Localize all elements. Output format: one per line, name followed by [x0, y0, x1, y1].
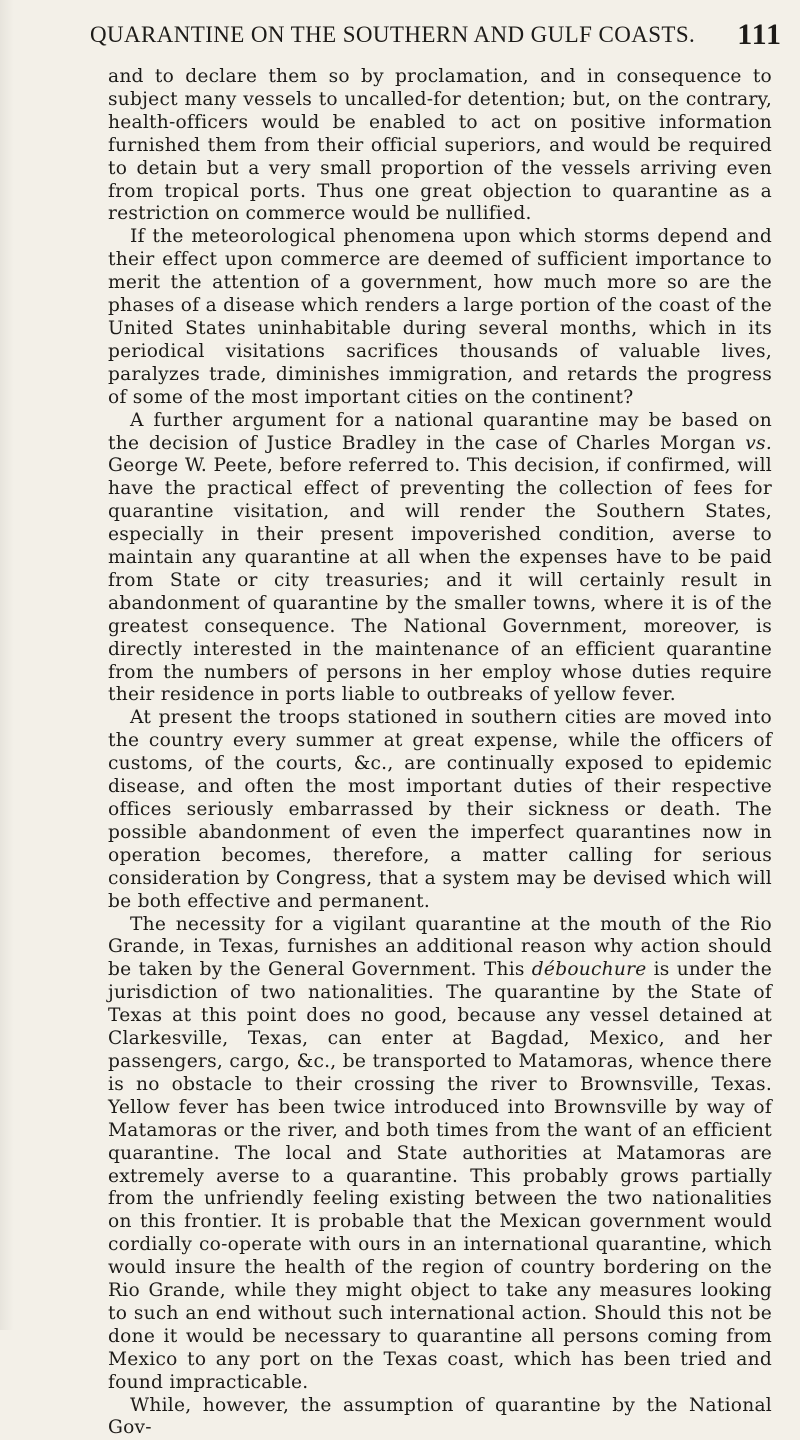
page-number: 111	[737, 18, 782, 51]
running-head: QUARANTINE ON THE SOUTHERN AND GULF COASTS.	[90, 22, 696, 47]
page-edge-shadow	[0, 0, 14, 1330]
page-header	[90, 18, 782, 62]
body-text	[108, 66, 772, 1440]
paragraph-rio-grande: The necessity for a vigilant quarantine at the mouth of the Rio Grande, in Texas, furnishes an additional reason why action should be taken by the General Government. This débouchure is under the jurisdiction of two nationalities. The quarantine by the State of Texas at this point does no good, because any vessel detained at Clarkesville, Texas, can enter at Bagdad, Mexico, and her passengers, cargo, &c., be transported to Matamoras, whence there is no obstacle to their crossing the river to Brownsville, Texas. Yellow fever has been twice introduced into Brownsville by way of Matamoras or the river, and both times from the want of an efficient quarantine. The local and State authorities at Matamoras are extremely averse to a quarantine. This probably grows partially from the unfriendly feeling existing between the two nationalities on this frontier. It is probable that the Mexican government would cordially co-operate with ours in an international quarantine, which would insure the health of the region of country bordering on the Rio Grande, while they might object to take any measures looking to such an end without such international action. Should this not be done it would be necessary to quarantine all persons coming from Mexico to any port on the Texas coast, which has been tried and found impracticable.	[108, 913, 772, 1393]
italic-term: vs.	[745, 432, 772, 454]
paragraph-bradley-decision: A further argument for a national quarantine may be based on the decision of Justice Bradley in the case of Charles Morgan vs. George W. Peete, before referred to. This decision, if confirmed, will have the practical effect of preventing the collection of fees for quarantine visitation, and will render the Southern States, especially in their present impoverished condition, averse to maintain any quarantine at all when the expenses have to be paid from State or city treasuries; and it will certainly result in abandonment of quarantine by the smaller towns, where it is of the greatest consequence. The National Government, moreover, is directly interested in the maintenance of an efficient quarantine from the numbers of persons in her employ whose duties require their residence in ports liable to outbreaks of yellow fever.	[108, 409, 772, 706]
paragraph-meteorological: If the meteorological phenomena upon which storms depend and their effect upon commerce are deemed of sufficient importance to merit the attention of a government, how much more so are the phases of a disease which renders a large portion of the coast of the United States uninhabitable during several months, which in its periodical visitations sacrifices thousands of valuable lives, paralyzes trade, diminishes immigration, and retards the progress of some of the most important cities on the continent?	[108, 226, 772, 408]
paragraph-continued: and to declare them so by proclamation, and in consequence to subject many vessels to uncalled-for detention; but, on the contrary, health-officers would be enabled to act on positive information furnished them from their official superiors, and would be required to detain but a very small proportion of the vessels arriving even from tropical ports. Thus one great objection to quarantine as a restriction on commerce would be nullified.	[108, 66, 772, 225]
italic-term: débouchure	[531, 959, 647, 981]
paragraph-national-government: While, however, the assumption of quarantine by the National Gov-	[108, 1394, 772, 1439]
paragraph-troops: At present the troops stationed in southern cities are moved into the country every summer at great expense, while the officers of customs, of the courts, &c., are continually exposed to epidemic disease, and often the most important duties of their respective offices seriously embarrassed by their sickness or death. The possible abandonment of even the imperfect quarantines now in operation becomes, therefore, a matter calling for serious consideration by Congress, that a system may be devised which will be both effective and permanent.	[108, 707, 772, 912]
